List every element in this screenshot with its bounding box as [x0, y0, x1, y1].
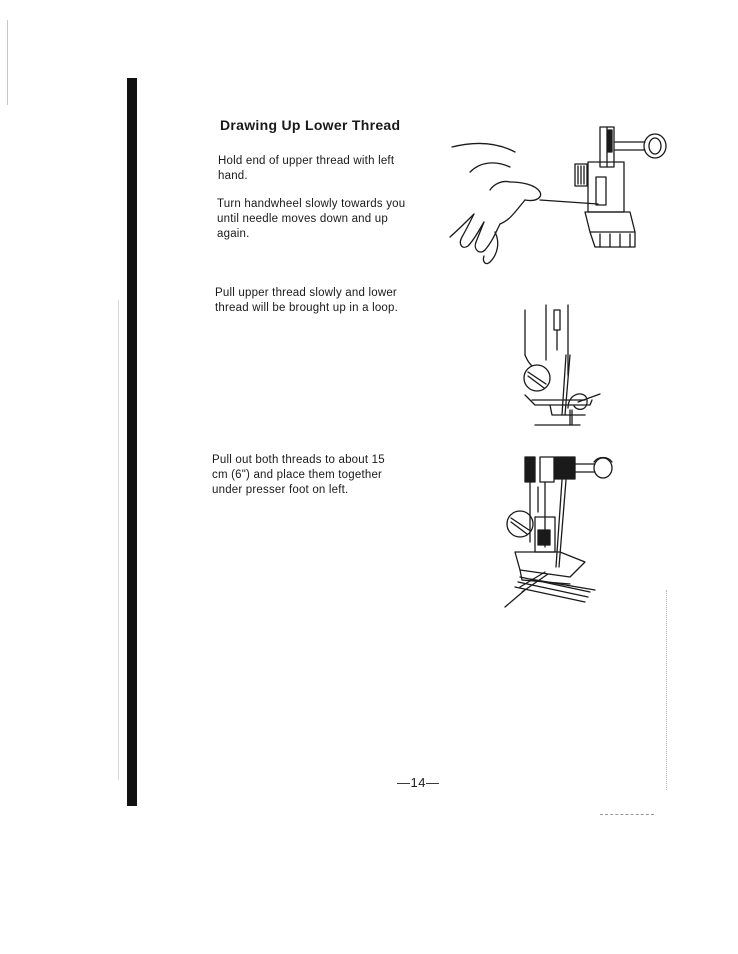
binding-bar-foot: [127, 798, 136, 806]
scan-edge-line: [7, 20, 8, 105]
instruction-turn-handwheel: Turn handwheel slowly towards you until needle moves down and up again.: [217, 198, 406, 240]
page-number: —14—: [397, 775, 440, 790]
instruction-place-threads: Pull out both threads to about 15 cm (6") and place them together under presser foot on left.: [212, 454, 385, 496]
binding-shadow: [118, 300, 119, 780]
margin-dotted-rule: [666, 590, 668, 790]
instruction-hold-thread: Hold end of upper thread with left hand.: [218, 155, 395, 182]
threads-under-presser-foot-illustration: [490, 452, 620, 612]
instruction-pull-upper-thread: Pull upper thread slowly and lower thread will be brought up in a loop.: [215, 287, 399, 314]
hand-holding-thread-illustration: [440, 122, 670, 272]
section-heading: Drawing Up Lower Thread: [220, 117, 401, 133]
bottom-dash-mark: [600, 814, 654, 816]
binding-bar: [127, 78, 137, 806]
needle-thread-loop-illustration: [510, 300, 620, 430]
